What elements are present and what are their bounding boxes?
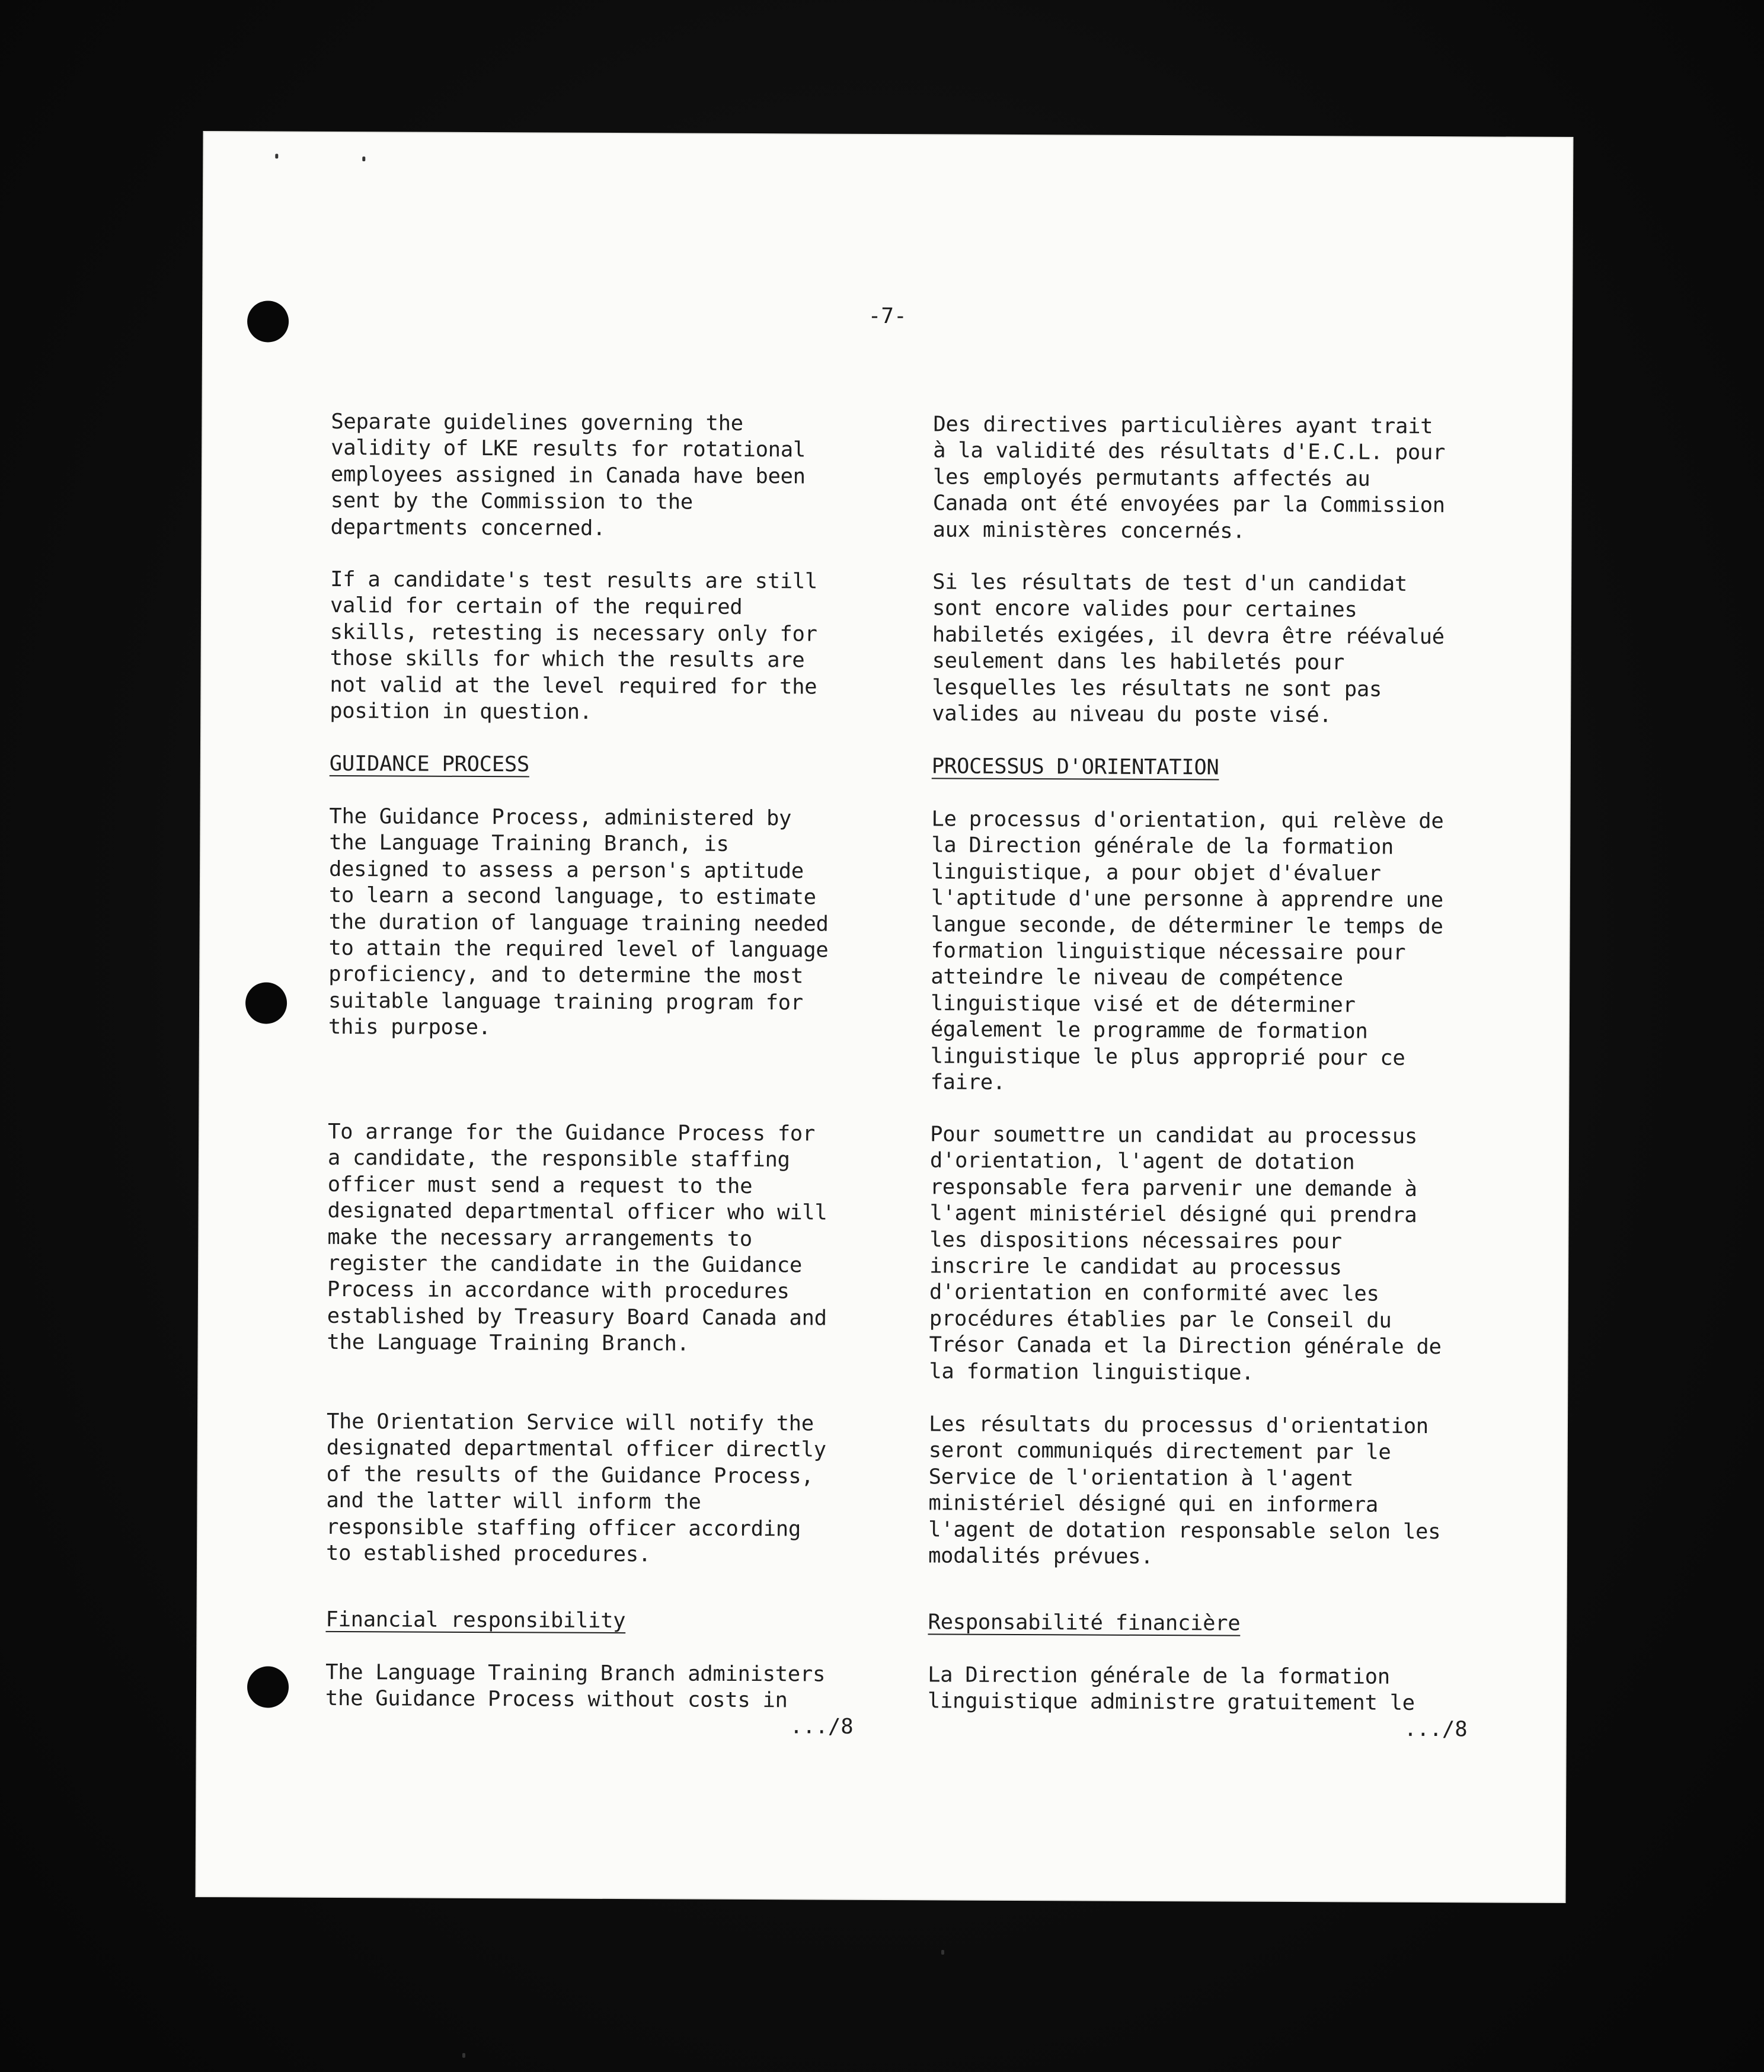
french-heading-guidance-process: PROCESSUS D'ORIENTATION (931, 754, 1219, 780)
french-continuation-marker: .../8 (1404, 1716, 1468, 1742)
english-continuation-marker: .../8 (790, 1714, 854, 1739)
french-paragraph-arrange: Pour soumettre un candidat au processus d'orientation, l'agent de dotation responsable fera parvenir une demande à l'agent ministériel désigné qui prendra les dispositions nécessaires pour inscrire le candidat au processus d'orientation en conformité avec les procédures établies par le Conseil du Trésor Canada et la Direction générale de la formation linguistique. (929, 1122, 1442, 1385)
french-paragraph-guidance: Le processus d'orientation, qui relève de la Direction générale de la formation linguistique, a pour objet d'évaluer l'aptitude d'une personne à apprendre une langue seconde, de déterminer le temps de formation linguistique nécessaire pour atteindre le niveau de compétence linguistique visé et de déterminer également le programme de formation linguistique le plus approprié pour ce faire. (930, 807, 1444, 1095)
punch-hole-middle (245, 982, 287, 1024)
scan-speck (462, 2053, 465, 2058)
punch-hole-bottom (247, 1666, 289, 1708)
english-paragraph-arrange: To arrange for the Guidance Process for a candidate, the responsible staffing officer must send a request to the designated departmental officer who will make the necessary arrangements to register the candidate in the Guidance Process in accordance with procedures established by Treasury Board Canada and the Language Training Branch. (327, 1119, 827, 1356)
scan-speck (362, 156, 365, 161)
french-paragraph-retesting: Si les résultats de test d'un candidat sont encore valides pour certaines habiletés exigées, il devra être réévalué seulement dans les habiletés pour lesquelles les résultats ne sont pas valides au niveau du poste visé. (932, 570, 1445, 728)
scan-speck (275, 154, 278, 159)
french-heading-financial: Responsabilité financière (928, 1610, 1241, 1636)
english-paragraph-financial: The Language Training Branch administers the Guidance Process without costs in (325, 1659, 826, 1713)
french-column (927, 411, 1466, 1716)
english-paragraph-guidance: The Guidance Process, administered by the Language Training Branch, is designed to assess a person's aptitude to learn a second language, to estimate the duration of language training needed to attain the required level of language proficiency, and to determine the most suitable language training program for this purpose. (328, 804, 829, 1040)
french-paragraph-financial: La Direction générale de la formation linguistique administre gratuitement le (927, 1662, 1415, 1716)
french-paragraph-guidelines: Des directives particulières ayant trait à la validité des résultats d'E.C.L. pour les employés permutants affectés au Canada ont été envoyées par la Commission aux ministères concernés. (932, 412, 1446, 543)
english-column (325, 409, 864, 1713)
document-page (197, 132, 1573, 1902)
french-paragraph-orientation-service: Les résultats du processus d'orientation seront communiqués directement par le Service de l'orientation à l'agent ministériel désigné qui en informera l'agent de dotation responsable selon les modalités prévues. (928, 1412, 1441, 1569)
page-number: -7- (868, 303, 907, 329)
english-paragraph-guidelines: Separate guidelines governing the validity of LKE results for rotational employees assigned in Canada have been sent by the Commission to the departments concerned. (330, 409, 806, 541)
english-paragraph-retesting: If a candidate's test results are still valid for certain of the required skills, retesting is necessary only for those skills for which the results are not valid at the level required for the position in question. (330, 567, 818, 724)
english-paragraph-orientation-service: The Orientation Service will notify the designated departmental officer directly of the results of the Guidance Process, and the latter will inform the responsible staffing officer according to established procedures. (325, 1409, 826, 1567)
english-heading-guidance-process: GUIDANCE PROCESS (329, 751, 530, 777)
english-heading-financial: Financial responsibility (325, 1607, 626, 1633)
scan-speck (941, 1950, 944, 1955)
